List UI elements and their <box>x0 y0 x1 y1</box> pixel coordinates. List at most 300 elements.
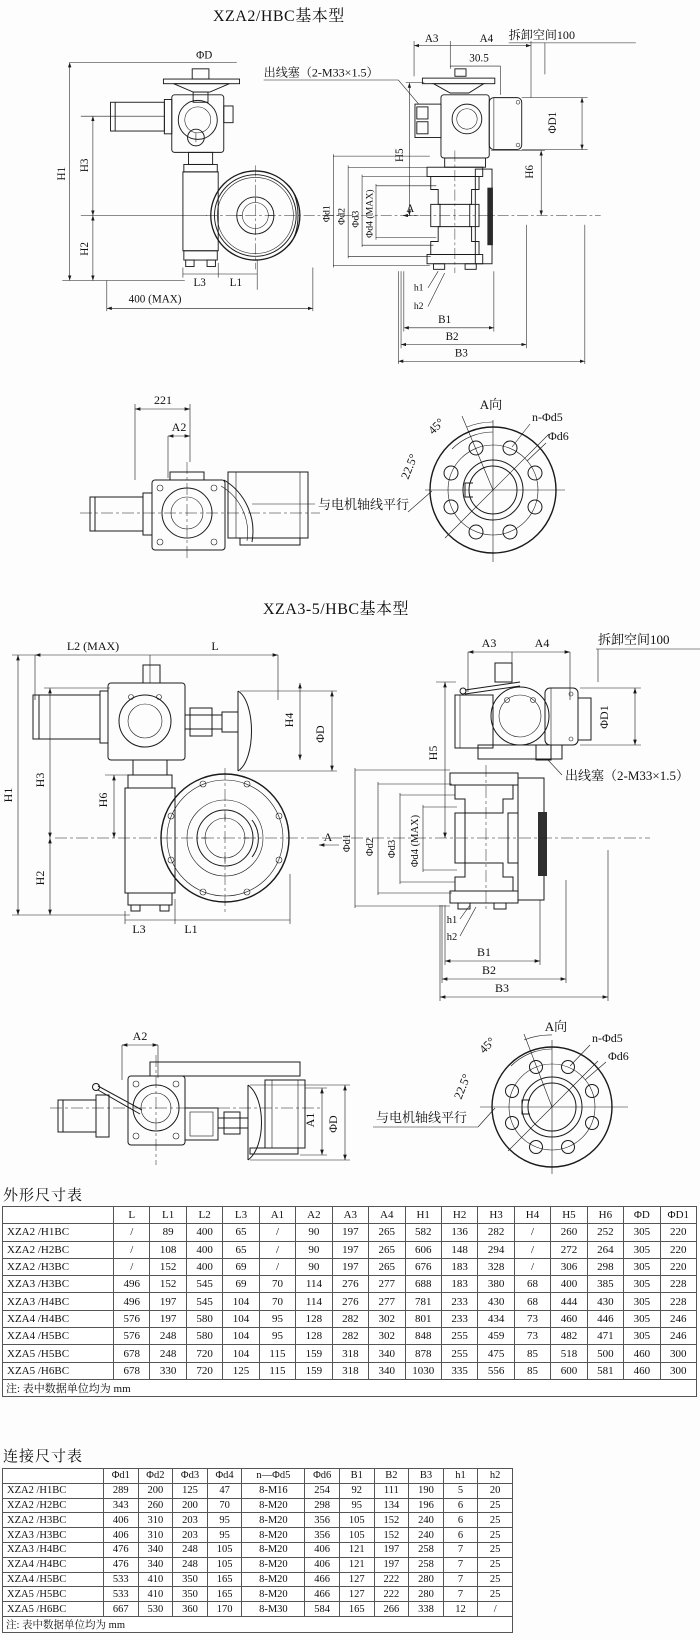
value-cell: 25 <box>478 1572 513 1587</box>
value-cell: 125 <box>223 1362 259 1379</box>
dim-label-l3: L3 <box>132 922 146 936</box>
model-column-header <box>3 1207 114 1224</box>
dim-label-phi-d: ΦD <box>196 49 213 62</box>
value-cell: 105 <box>207 1542 242 1557</box>
dim-column-header: n—Φd5 <box>242 1469 305 1484</box>
dim-label-phid2: Φd2 <box>365 837 376 857</box>
dim-label-h2-small: h2 <box>413 301 424 313</box>
value-cell: 8-M30 <box>242 1602 305 1617</box>
value-cell: 152 <box>374 1528 409 1543</box>
value-cell: 228 <box>660 1293 696 1310</box>
value-cell: 300 <box>660 1345 696 1362</box>
view-label-a: A向 <box>479 397 503 412</box>
model-cell: XZA5 /H6BC <box>3 1602 104 1617</box>
dim-label-phid3: Φd3 <box>387 839 398 859</box>
value-cell: 400 <box>551 1276 587 1293</box>
dim-label-phi-d: ΦD <box>326 1115 340 1133</box>
value-cell: 459 <box>478 1328 514 1345</box>
value-cell: 410 <box>138 1587 173 1602</box>
value-cell: 305 <box>624 1276 660 1293</box>
value-cell: 159 <box>296 1362 332 1379</box>
dim-column-header: Φd3 <box>173 1469 208 1484</box>
model-cell: XZA3 /H4BC <box>3 1542 104 1557</box>
value-cell: 255 <box>441 1345 477 1362</box>
table-note-row <box>3 1379 697 1396</box>
value-cell: 183 <box>441 1258 477 1275</box>
model-cell: XZA5 /H5BC <box>3 1345 114 1362</box>
value-cell: 73 <box>514 1310 550 1327</box>
value-cell: 197 <box>150 1310 186 1327</box>
value-cell: 200 <box>138 1483 173 1498</box>
value-cell: 248 <box>150 1328 186 1345</box>
value-cell: 248 <box>150 1345 186 1362</box>
dim-label-h2: H2 <box>79 242 92 256</box>
value-cell: 165 <box>207 1572 242 1587</box>
value-cell: 7 <box>443 1542 478 1557</box>
xza2-drawing-views <box>0 28 700 390</box>
value-cell: 89 <box>150 1224 186 1241</box>
table-note: 注: 表中数据单位均为 mm <box>3 1379 697 1396</box>
dim-column-header: B2 <box>374 1469 409 1484</box>
dim-label-n-phid5: n-Φd5 <box>592 1031 623 1045</box>
dim-label-h6: H6 <box>523 165 536 179</box>
value-cell: 600 <box>551 1362 587 1379</box>
value-cell: 340 <box>138 1557 173 1572</box>
value-cell: 197 <box>374 1542 409 1557</box>
value-cell: 300 <box>660 1362 696 1379</box>
value-cell: 108 <box>150 1241 186 1258</box>
value-cell: 8-M20 <box>242 1498 305 1513</box>
value-cell: 350 <box>173 1587 208 1602</box>
value-cell: 8-M20 <box>242 1587 305 1602</box>
value-cell: 310 <box>138 1528 173 1543</box>
dim-label-b2: B2 <box>445 330 459 343</box>
value-cell: 328 <box>478 1258 514 1275</box>
dim-column-header: A1 <box>259 1207 295 1224</box>
value-cell: 248 <box>173 1542 208 1557</box>
dim-label-a4: A4 <box>479 32 494 45</box>
dim-label-22-5deg: 22.5° <box>397 451 421 482</box>
table-row <box>3 1293 697 1310</box>
value-cell: 305 <box>624 1293 660 1310</box>
value-cell: 356 <box>305 1513 340 1528</box>
value-cell: / <box>478 1602 513 1617</box>
value-cell: 282 <box>478 1224 514 1241</box>
value-cell: 280 <box>409 1572 444 1587</box>
value-cell: 306 <box>551 1258 587 1275</box>
value-cell: 25 <box>478 1498 513 1513</box>
dim-label-gland: 出线塞（2-M33×1.5） <box>263 65 379 80</box>
dim-label-h2: H2 <box>33 870 47 886</box>
value-cell: 95 <box>339 1498 374 1513</box>
value-cell: 85 <box>514 1345 550 1362</box>
value-cell: 152 <box>150 1276 186 1293</box>
value-cell: 115 <box>259 1345 295 1362</box>
value-cell: 340 <box>138 1542 173 1557</box>
value-cell: 69 <box>223 1258 259 1275</box>
dim-label-b3: B3 <box>494 981 510 995</box>
value-cell: 121 <box>339 1557 374 1572</box>
dim-column-header: H1 <box>405 1207 441 1224</box>
value-cell: 350 <box>173 1572 208 1587</box>
xza2-front-view <box>56 50 341 311</box>
value-cell: 8-M16 <box>242 1483 305 1498</box>
value-cell: 240 <box>409 1528 444 1543</box>
dim-column-header: h2 <box>478 1469 513 1484</box>
value-cell: 305 <box>624 1310 660 1327</box>
value-cell: 446 <box>587 1310 623 1327</box>
value-cell: 7 <box>443 1587 478 1602</box>
section-arrow-a: A <box>323 830 333 844</box>
dim-label-a1: A1 <box>303 1112 317 1128</box>
value-cell: 466 <box>305 1572 340 1587</box>
dim-column-header: H6 <box>587 1207 623 1224</box>
dim-column-header: Φd1 <box>104 1469 139 1484</box>
value-cell: 410 <box>138 1572 173 1587</box>
value-cell: 104 <box>223 1328 259 1345</box>
value-cell: 530 <box>138 1602 173 1617</box>
value-cell: 496 <box>114 1276 150 1293</box>
value-cell: 476 <box>104 1557 139 1572</box>
value-cell: 233 <box>441 1293 477 1310</box>
value-cell: 7 <box>443 1557 478 1572</box>
value-cell: 356 <box>305 1528 340 1543</box>
dim-column-header: h1 <box>443 1469 478 1484</box>
dim-label-h1-small: h1 <box>413 282 424 294</box>
value-cell: 266 <box>374 1602 409 1617</box>
value-cell: 197 <box>332 1258 368 1275</box>
table-row <box>3 1587 513 1602</box>
parallel-note: 与电机轴线平行 <box>318 497 410 512</box>
dim-column-header: L <box>114 1207 150 1224</box>
value-cell: 200 <box>173 1498 208 1513</box>
dim-label-phid1: Φd1 <box>342 833 353 853</box>
model-cell: XZA2 /H3BC <box>3 1513 104 1528</box>
value-cell: 165 <box>339 1602 374 1617</box>
table-row <box>3 1528 513 1543</box>
dim-label-b3: B3 <box>454 347 468 360</box>
value-cell: 533 <box>104 1587 139 1602</box>
value-cell: 848 <box>405 1328 441 1345</box>
table-row <box>3 1258 697 1275</box>
value-cell: 466 <box>305 1587 340 1602</box>
dim-column-header: Φd6 <box>305 1469 340 1484</box>
value-cell: 85 <box>514 1362 550 1379</box>
dim-column-header: A3 <box>332 1207 368 1224</box>
value-cell: 246 <box>660 1328 696 1345</box>
value-cell: 69 <box>223 1276 259 1293</box>
value-cell: 190 <box>409 1483 444 1498</box>
value-cell: 584 <box>305 1602 340 1617</box>
value-cell: 340 <box>369 1362 405 1379</box>
table-row <box>3 1513 513 1528</box>
value-cell: 606 <box>405 1241 441 1258</box>
value-cell: 272 <box>551 1241 587 1258</box>
value-cell: 576 <box>114 1310 150 1327</box>
dim-label-h1-small: h1 <box>446 915 458 926</box>
table-header-row <box>3 1207 697 1224</box>
value-cell: 476 <box>104 1542 139 1557</box>
value-cell: 220 <box>660 1224 696 1241</box>
value-cell: 720 <box>186 1362 222 1379</box>
value-cell: / <box>114 1258 150 1275</box>
value-cell: 678 <box>114 1345 150 1362</box>
value-cell: 340 <box>369 1345 405 1362</box>
connection-table-heading: 连接尺寸表 <box>3 1449 84 1465</box>
dim-column-header: H2 <box>441 1207 477 1224</box>
value-cell: 460 <box>624 1362 660 1379</box>
model-column-header <box>3 1469 104 1484</box>
value-cell: 152 <box>374 1513 409 1528</box>
value-cell: 265 <box>369 1258 405 1275</box>
value-cell: 533 <box>104 1572 139 1587</box>
value-cell: 114 <box>296 1276 332 1293</box>
dim-label-h5: H5 <box>393 148 406 162</box>
value-cell: 25 <box>478 1557 513 1572</box>
dim-label-400max: 400 (MAX) <box>128 293 182 306</box>
value-cell: 114 <box>296 1293 332 1310</box>
dim-column-header: ΦD1 <box>660 1207 696 1224</box>
table-row <box>3 1483 513 1498</box>
dim-label-h3: H3 <box>79 158 92 173</box>
value-cell: 115 <box>259 1362 295 1379</box>
value-cell: 380 <box>478 1276 514 1293</box>
page-title-xza35: XZA3-5/HBC基本型 <box>263 601 410 618</box>
page-title-xza2: XZA2/HBC基本型 <box>213 8 345 25</box>
value-cell: 264 <box>587 1241 623 1258</box>
value-cell: 203 <box>173 1513 208 1528</box>
dim-label-phid2: Φd2 <box>336 207 348 225</box>
dim-label-h2-small: h2 <box>446 932 458 943</box>
table-row <box>3 1328 697 1345</box>
value-cell: 667 <box>104 1602 139 1617</box>
dim-label-l: L <box>211 639 219 653</box>
dim-label-n-phid5: n-Φd5 <box>532 410 563 424</box>
value-cell: 6 <box>443 1513 478 1528</box>
value-cell: 222 <box>374 1572 409 1587</box>
value-cell: 471 <box>587 1328 623 1345</box>
dim-label-b2: B2 <box>481 963 497 977</box>
value-cell: 343 <box>104 1498 139 1513</box>
table-row <box>3 1572 513 1587</box>
value-cell: / <box>114 1224 150 1241</box>
value-cell: 430 <box>478 1293 514 1310</box>
value-cell: 335 <box>441 1362 477 1379</box>
dim-label-45deg: 45° <box>476 1034 499 1057</box>
dim-label-a3: A3 <box>481 636 497 650</box>
value-cell: 878 <box>405 1345 441 1362</box>
value-cell: 104 <box>223 1310 259 1327</box>
value-cell: 280 <box>409 1587 444 1602</box>
table-note-row <box>3 1616 513 1632</box>
value-cell: 105 <box>207 1557 242 1572</box>
dim-column-header: Φd2 <box>138 1469 173 1484</box>
value-cell: 248 <box>173 1557 208 1572</box>
value-cell: 302 <box>369 1310 405 1327</box>
value-cell: 197 <box>374 1557 409 1572</box>
value-cell: 305 <box>624 1224 660 1241</box>
value-cell: 8-M20 <box>242 1513 305 1528</box>
value-cell: 127 <box>339 1572 374 1587</box>
value-cell: / <box>514 1258 550 1275</box>
value-cell: 282 <box>332 1310 368 1327</box>
value-cell: 104 <box>223 1345 259 1362</box>
dim-label-dismantle-space: 拆卸空间100 <box>598 632 670 647</box>
dim-label-phi-d1: ΦD1 <box>547 111 560 134</box>
dim-label-l2max: L2 (MAX) <box>66 639 120 653</box>
model-cell: XZA5 /H5BC <box>3 1587 104 1602</box>
parallel-note: 与电机轴线平行 <box>376 1110 468 1125</box>
value-cell: 134 <box>374 1498 409 1513</box>
dim-column-header: Φd4 <box>207 1469 242 1484</box>
dim-label-45deg: 45° <box>425 415 448 438</box>
value-cell: 556 <box>478 1362 514 1379</box>
value-cell: 500 <box>587 1345 623 1362</box>
dim-label-l3: L3 <box>193 277 206 290</box>
value-cell: 406 <box>305 1557 340 1572</box>
dim-label-phid6: Φd6 <box>548 429 569 443</box>
xza35-top-and-flange-views <box>0 1010 700 1180</box>
value-cell: 159 <box>296 1345 332 1362</box>
dim-label-h1: H1 <box>56 166 69 181</box>
value-cell: 148 <box>441 1241 477 1258</box>
value-cell: 277 <box>369 1293 405 1310</box>
value-cell: 518 <box>551 1345 587 1362</box>
dim-label-221: 221 <box>154 393 172 407</box>
dim-label-phid4: Φd4 (MAX) <box>364 189 376 238</box>
dim-label-30-5: 30.5 <box>469 52 489 65</box>
value-cell: 240 <box>409 1513 444 1528</box>
value-cell: 580 <box>186 1310 222 1327</box>
dim-label-22-5deg: 22.5° <box>450 1071 474 1102</box>
value-cell: / <box>514 1224 550 1241</box>
value-cell: 360 <box>173 1602 208 1617</box>
value-cell: 125 <box>173 1483 208 1498</box>
dim-column-header: H4 <box>514 1207 550 1224</box>
value-cell: 128 <box>296 1310 332 1327</box>
table-header-row <box>3 1469 513 1484</box>
value-cell: 90 <box>296 1258 332 1275</box>
value-cell: 482 <box>551 1328 587 1345</box>
value-cell: 47 <box>207 1483 242 1498</box>
xza2-side-view <box>394 28 636 215</box>
value-cell: 430 <box>587 1293 623 1310</box>
value-cell: 289 <box>104 1483 139 1498</box>
model-cell: XZA2 /H1BC <box>3 1224 114 1241</box>
value-cell: 258 <box>409 1542 444 1557</box>
value-cell: / <box>259 1224 295 1241</box>
value-cell: 406 <box>305 1542 340 1557</box>
value-cell: 305 <box>624 1258 660 1275</box>
value-cell: 400 <box>186 1241 222 1258</box>
dim-label-h4: H4 <box>282 712 296 728</box>
value-cell: 70 <box>259 1276 295 1293</box>
value-cell: / <box>259 1241 295 1258</box>
dim-label-dismantle-space: 拆卸空间100 <box>508 28 575 43</box>
dim-label-h3: H3 <box>33 772 47 788</box>
xza35-top-view <box>50 1029 350 1165</box>
dim-column-header: B1 <box>339 1469 374 1484</box>
value-cell: 318 <box>332 1362 368 1379</box>
value-cell: 406 <box>104 1528 139 1543</box>
section-arrow-a: A <box>406 202 415 215</box>
table-row <box>3 1345 697 1362</box>
value-cell: 496 <box>114 1293 150 1310</box>
value-cell: / <box>114 1241 150 1258</box>
dim-column-header: L1 <box>150 1207 186 1224</box>
value-cell: 70 <box>259 1293 295 1310</box>
value-cell: 70 <box>207 1498 242 1513</box>
dim-label-a3: A3 <box>424 32 439 45</box>
value-cell: 460 <box>624 1345 660 1362</box>
model-cell: XZA4 /H5BC <box>3 1328 114 1345</box>
xza35-drawing-views <box>0 595 700 1010</box>
value-cell: 444 <box>551 1293 587 1310</box>
dim-label-l1: L1 <box>184 922 198 936</box>
value-cell: 8-M20 <box>242 1572 305 1587</box>
value-cell: 545 <box>186 1276 222 1293</box>
value-cell: 1030 <box>405 1362 441 1379</box>
value-cell: 6 <box>443 1498 478 1513</box>
value-cell: 165 <box>207 1587 242 1602</box>
xza35-flange-view <box>373 1019 629 1174</box>
dim-label-b1: B1 <box>476 945 492 959</box>
value-cell: 203 <box>173 1528 208 1543</box>
value-cell: 582 <box>405 1224 441 1241</box>
value-cell: 305 <box>624 1241 660 1258</box>
xza2-flange-view <box>252 397 569 562</box>
value-cell: 222 <box>374 1587 409 1602</box>
value-cell: 25 <box>478 1587 513 1602</box>
outline-table-heading: 外形尺寸表 <box>3 1188 84 1204</box>
value-cell: 260 <box>138 1498 173 1513</box>
value-cell: 121 <box>339 1542 374 1557</box>
value-cell: 406 <box>104 1513 139 1528</box>
dim-label-phid6: Φd6 <box>608 1049 629 1063</box>
dim-label-h5: H5 <box>426 745 440 761</box>
value-cell: 8-M20 <box>242 1557 305 1572</box>
value-cell: 338 <box>409 1602 444 1617</box>
table-row <box>3 1498 513 1513</box>
value-cell: 5 <box>443 1483 478 1498</box>
value-cell: 298 <box>587 1258 623 1275</box>
value-cell: 460 <box>551 1310 587 1327</box>
value-cell: 6 <box>443 1528 478 1543</box>
xza2-gland-callout <box>264 64 419 104</box>
dim-label-phi-d: ΦD <box>313 725 327 743</box>
value-cell: 265 <box>369 1241 405 1258</box>
value-cell: 111 <box>374 1483 409 1498</box>
dim-column-header: A4 <box>369 1207 405 1224</box>
model-cell: XZA2 /H2BC <box>3 1241 114 1258</box>
dim-label-h6: H6 <box>96 792 110 808</box>
dim-column-header: L2 <box>186 1207 222 1224</box>
dim-label-a4: A4 <box>534 636 550 650</box>
value-cell: 801 <box>405 1310 441 1327</box>
value-cell: 197 <box>332 1224 368 1241</box>
value-cell: 8-M20 <box>242 1528 305 1543</box>
dim-column-header: B3 <box>409 1469 444 1484</box>
value-cell: 255 <box>441 1328 477 1345</box>
value-cell: 233 <box>441 1310 477 1327</box>
model-cell: XZA3 /H4BC <box>3 1293 114 1310</box>
connection-dimension-table <box>2 1468 513 1633</box>
value-cell: 65 <box>223 1224 259 1241</box>
table-note: 注: 表中数据单位均为 mm <box>3 1616 513 1632</box>
value-cell: 580 <box>186 1328 222 1345</box>
xza2-section-view <box>322 151 601 364</box>
model-cell: XZA4 /H4BC <box>3 1310 114 1327</box>
